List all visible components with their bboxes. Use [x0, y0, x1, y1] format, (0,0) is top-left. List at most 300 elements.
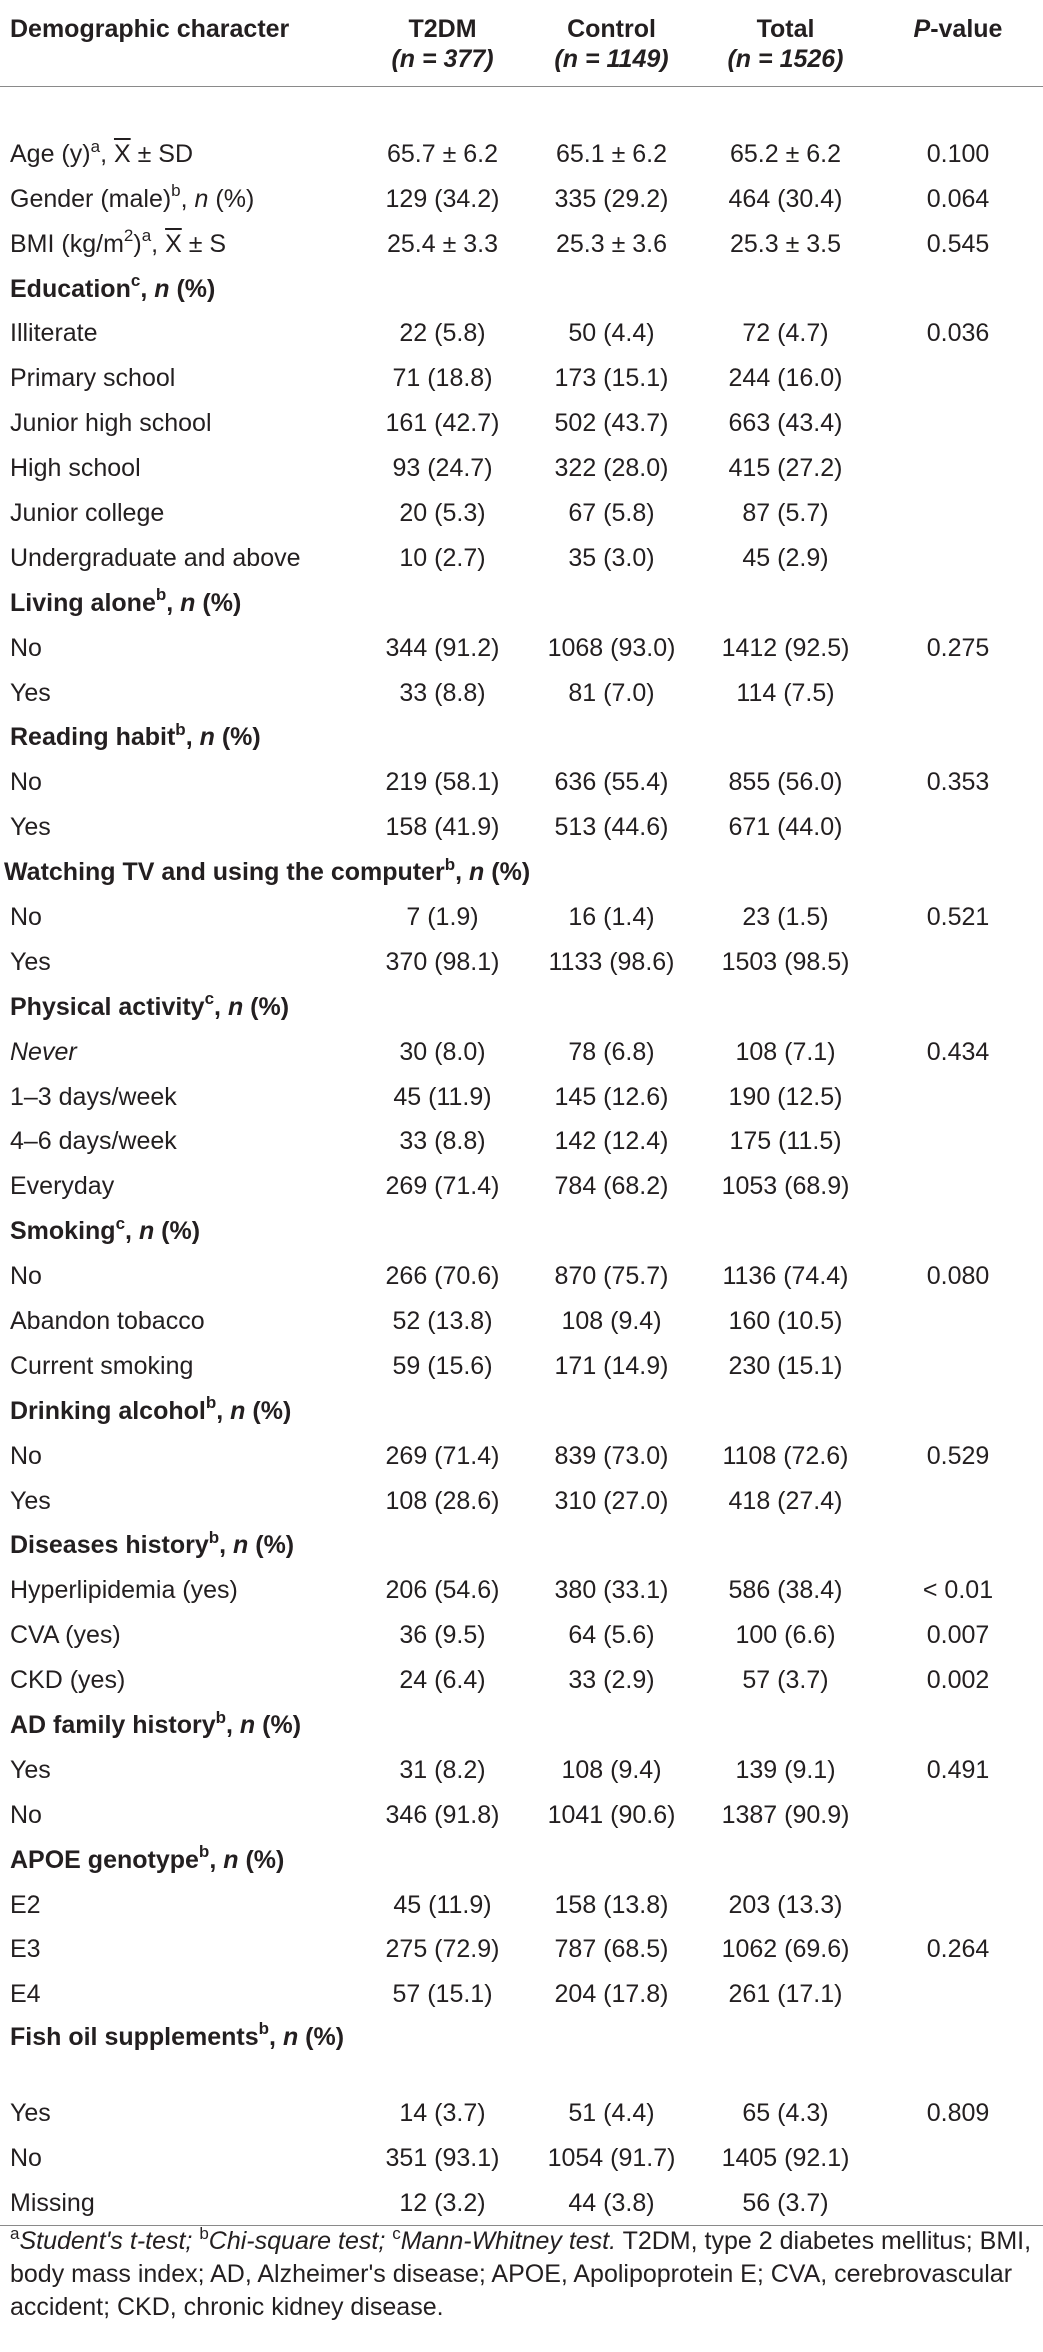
row-label-suffix: , n (%)	[180, 184, 255, 213]
table-row	[0, 1074, 1043, 1119]
cell-t2dm: 25.4 ± 3.3	[386, 229, 499, 258]
header-total-name: Total	[756, 15, 815, 43]
section-row	[0, 266, 1043, 311]
footnote-marker: b	[155, 585, 167, 605]
cell-t2dm: 275 (72.9)	[385, 1935, 500, 1964]
row-label-suffix: , n (%)	[166, 588, 242, 617]
cell-p-value: 0.100	[926, 139, 990, 168]
cell-p-value	[873, 1792, 1043, 1837]
table-row	[0, 760, 1043, 805]
row-label-text: Junior high school	[10, 409, 212, 438]
cell-p-value: 0.064	[926, 184, 990, 213]
footnote-abbreviations: T2DM, type 2 diabetes mellitus; BMI, body mass index; AD, Alzheimer's disease; APOE, Apolipoprotein E; CVA, cerebrovascular accident; CKD, chronic kidney disease.	[10, 2227, 1032, 2321]
row-label-text: Illiterate	[10, 319, 98, 348]
header-control-n: (n = 1149)	[554, 45, 669, 73]
cell-t2dm: 33 (8.8)	[399, 678, 486, 707]
cell-p-value	[873, 1119, 1043, 1164]
cell-t2dm: 351 (93.1)	[385, 2144, 500, 2173]
cell-p-value: 0.491	[926, 1755, 990, 1784]
cell-control: 25.3 ± 3.6	[555, 229, 668, 258]
cell-p-value	[873, 1478, 1043, 1523]
cell-control: 173 (15.1)	[554, 364, 669, 393]
cell-t2dm: 219 (58.1)	[385, 768, 500, 797]
row-label	[0, 1433, 360, 1478]
footnote-marker: b	[258, 2019, 270, 2039]
header-t2dm-n: (n = 377)	[391, 45, 494, 73]
header-total	[698, 0, 873, 87]
row-label-text: Fish oil supplements	[10, 2022, 259, 2051]
cell-p-value: 0.036	[926, 319, 990, 348]
header-total-n: (n = 1526)	[727, 45, 844, 73]
cell-t2dm: 45 (11.9)	[393, 1890, 492, 1919]
row-label	[0, 895, 360, 940]
row-label-text: Diseases history	[10, 1531, 209, 1560]
row-label-text: No	[10, 768, 42, 797]
cell-control: 1068 (93.0)	[547, 633, 676, 662]
cell-total: 139 (9.1)	[735, 1755, 836, 1784]
row-label-text: Reading habit	[10, 723, 176, 752]
row-label-text: 4–6 days/week	[10, 1127, 177, 1156]
section-label	[0, 580, 1043, 625]
cell-total: 108 (7.1)	[735, 1037, 836, 1066]
cell-control: 784 (68.2)	[554, 1172, 669, 1201]
row-label	[0, 805, 360, 850]
footnote-marker: b	[171, 181, 181, 201]
cell-t2dm: 31 (8.2)	[399, 1755, 486, 1784]
row-label-suffix: , n (%)	[226, 1711, 302, 1739]
cell-control: 158 (13.8)	[554, 1890, 669, 1919]
table-row	[0, 670, 1043, 715]
cell-p-value	[873, 1164, 1043, 1209]
table-row	[0, 221, 1043, 266]
row-label-text: Yes	[10, 1755, 51, 1784]
header-control	[525, 0, 698, 87]
row-label-text: 1–3 days/week	[10, 1082, 177, 1111]
cell-control: 1041 (90.6)	[547, 1800, 676, 1829]
table-row	[0, 1029, 1043, 1074]
cell-t2dm: 370 (98.1)	[385, 947, 500, 976]
table-row	[0, 176, 1043, 221]
cell-control: 145 (12.6)	[554, 1082, 669, 1111]
row-label-text: No	[10, 1800, 42, 1829]
cell-total: 261 (17.1)	[728, 1980, 843, 2009]
footnote-a-text: Student's t-test;	[19, 2227, 200, 2255]
table-row	[0, 491, 1043, 536]
table-row	[0, 1343, 1043, 1388]
cell-total: 418 (27.4)	[728, 1486, 843, 1515]
header-control-name: Control	[567, 15, 656, 43]
header-demographic-character: Demographic character	[0, 0, 360, 87]
row-label-text: AD family history	[10, 1711, 216, 1739]
cell-control: 65.1 ± 6.2	[555, 139, 668, 168]
row-label	[0, 760, 360, 805]
row-label	[0, 311, 360, 356]
table-footnote	[10, 2225, 1035, 2324]
row-label	[0, 1568, 360, 1613]
cell-total: 65.2 ± 6.2	[729, 139, 842, 168]
footnote-marker: b	[444, 854, 456, 874]
row-label-text: Drinking alcohol	[10, 1396, 206, 1425]
cell-total: 72 (4.7)	[742, 319, 829, 348]
cell-t2dm: 14 (3.7)	[399, 2099, 486, 2128]
cell-t2dm: 52 (13.8)	[392, 1306, 493, 1335]
cell-t2dm: 346 (91.8)	[385, 1800, 500, 1829]
row-label	[0, 1972, 360, 2017]
section-label	[0, 984, 1043, 1029]
row-label-text: No	[10, 902, 42, 931]
cell-t2dm: 20 (5.3)	[399, 498, 486, 527]
row-label	[0, 1119, 360, 1164]
footnote-mark-b: b	[199, 2223, 209, 2243]
row-label-text: E2	[10, 1890, 41, 1919]
table-row	[0, 1882, 1043, 1927]
cell-control: 513 (44.6)	[554, 813, 669, 842]
table-row	[0, 1119, 1043, 1164]
table-row	[0, 311, 1043, 356]
cell-total: 114 (7.5)	[736, 678, 835, 707]
row-label	[0, 2091, 360, 2136]
table-row	[0, 1568, 1043, 1613]
cell-control: 64 (5.6)	[568, 1621, 655, 1650]
cell-p-value: 0.353	[926, 768, 990, 797]
table-row	[0, 625, 1043, 670]
table-row	[0, 1478, 1043, 1523]
row-label-text: Gender (male)	[10, 184, 172, 213]
row-label-suffix: , n (%)	[140, 274, 216, 303]
cell-p-value	[873, 1074, 1043, 1119]
cell-total: 464 (30.4)	[728, 184, 843, 213]
row-label-text: Yes	[10, 678, 51, 707]
cell-p-value	[873, 1299, 1043, 1344]
footnote-c-text: Mann-Whitney test.	[400, 2227, 617, 2255]
row-label	[0, 1074, 360, 1119]
cell-control: 171 (14.9)	[554, 1351, 669, 1380]
row-label	[0, 1343, 360, 1388]
section-row	[0, 1209, 1043, 1254]
row-label	[0, 176, 360, 221]
header-p-value: P-value	[873, 0, 1043, 87]
row-label-suffix: , n (%)	[269, 2022, 345, 2051]
row-label-suffix: , n (%)	[125, 1217, 201, 1246]
cell-control: 380 (33.1)	[554, 1576, 669, 1605]
cell-p-value	[873, 939, 1043, 984]
cell-p-value	[873, 2136, 1043, 2181]
footnote-marker: a	[90, 136, 101, 156]
cell-t2dm: 344 (91.2)	[385, 633, 500, 662]
row-label	[0, 356, 360, 401]
footnote-marker: b	[208, 1528, 220, 1548]
cell-control: 839 (73.0)	[554, 1441, 669, 1470]
cell-p-value: 0.434	[926, 1037, 990, 1066]
cell-total: 45 (2.9)	[742, 543, 829, 572]
table-row	[0, 131, 1043, 176]
row-label	[0, 446, 360, 491]
row-label-text: Abandon tobacco	[10, 1306, 205, 1335]
cell-control: 787 (68.5)	[554, 1935, 669, 1964]
footnote-marker: c	[115, 1213, 126, 1233]
header-spacer	[0, 87, 1043, 132]
table-row	[0, 1613, 1043, 1658]
cell-control: 1054 (91.7)	[547, 2144, 676, 2173]
row-label-text: E4	[10, 1980, 41, 2009]
table-row	[0, 2181, 1043, 2226]
row-label-text: Everyday	[10, 1172, 115, 1201]
section-row	[0, 1703, 1043, 1748]
section-row	[0, 1388, 1043, 1433]
cell-control: 1133 (98.6)	[548, 947, 675, 976]
row-label-suffix: , n (%)	[209, 1845, 285, 1874]
cell-control: 322 (28.0)	[554, 454, 669, 483]
cell-t2dm: 57 (15.1)	[392, 1980, 493, 2009]
section-label	[0, 1209, 1043, 1254]
cell-control: 67 (5.8)	[568, 498, 655, 527]
cell-control: 108 (9.4)	[561, 1306, 662, 1335]
cell-t2dm: 10 (2.7)	[399, 543, 486, 572]
row-label-text: Undergraduate and above	[10, 543, 301, 572]
row-label-text: APOE genotype	[10, 1845, 199, 1874]
footnote-marker: c	[130, 271, 141, 291]
table-row	[0, 1658, 1043, 1703]
cell-p-value: 0.007	[926, 1621, 990, 1650]
row-label-suffix: , n (%)	[455, 858, 531, 887]
cell-control: 108 (9.4)	[561, 1755, 662, 1784]
cell-total: 415 (27.2)	[728, 454, 843, 483]
cell-control: 335 (29.2)	[554, 184, 669, 213]
cell-control: 204 (17.8)	[554, 1980, 669, 2009]
table-row	[0, 1433, 1043, 1478]
cell-t2dm: 108 (28.6)	[385, 1486, 500, 1515]
cell-t2dm: 45 (11.9)	[393, 1082, 492, 1111]
row-label	[0, 670, 360, 715]
row-label	[0, 1747, 360, 1792]
row-label	[0, 1478, 360, 1523]
section-row	[0, 2017, 1043, 2091]
section-row	[0, 715, 1043, 760]
row-label	[0, 221, 360, 266]
cell-p-value: 0.002	[926, 1666, 990, 1695]
cell-control: 33 (2.9)	[568, 1666, 655, 1695]
cell-total: 1136 (74.4)	[722, 1262, 849, 1291]
row-label-text: E3	[10, 1935, 41, 1964]
section-label	[0, 1388, 1043, 1433]
cell-total: 671 (44.0)	[728, 813, 843, 842]
cell-p-value	[873, 401, 1043, 446]
table-header	[0, 0, 1043, 87]
table-row	[0, 446, 1043, 491]
row-label	[0, 535, 360, 580]
cell-p-value	[873, 670, 1043, 715]
row-label-text: Missing	[10, 2188, 95, 2217]
cell-t2dm: 22 (5.8)	[399, 319, 486, 348]
row-label	[0, 1658, 360, 1703]
table-row	[0, 1747, 1043, 1792]
cell-total: 586 (38.4)	[728, 1576, 843, 1605]
cell-total: 100 (6.6)	[735, 1621, 836, 1650]
cell-total: 1503 (98.5)	[721, 947, 850, 976]
section-label	[0, 1703, 1043, 1748]
row-label-text: BMI $(kg/m^2)$	[10, 226, 142, 258]
cell-p-value	[873, 805, 1043, 850]
table-row	[0, 805, 1043, 850]
row-label-text: Yes	[10, 2099, 51, 2128]
table-row	[0, 1927, 1043, 1972]
table-row	[0, 401, 1043, 446]
cell-p-value	[873, 1882, 1043, 1927]
row-label-text: No	[10, 2144, 42, 2173]
cell-control: 50 (4.4)	[568, 319, 655, 348]
row-label-text: Primary school	[10, 364, 176, 393]
cell-control: 502 (43.7)	[554, 409, 669, 438]
table-row	[0, 1792, 1043, 1837]
cell-p-value: < 0.01	[922, 1576, 994, 1605]
table-row	[0, 895, 1043, 940]
footnote-marker: b	[198, 1842, 210, 1862]
table-row	[0, 356, 1043, 401]
row-label	[0, 1613, 360, 1658]
cell-total: 57 (3.7)	[742, 1666, 829, 1695]
table-row	[0, 1164, 1043, 1209]
cell-p-value	[873, 1343, 1043, 1388]
row-label	[0, 401, 360, 446]
row-label	[0, 2136, 360, 2181]
row-label	[0, 1299, 360, 1344]
row-label	[0, 491, 360, 536]
cell-p-value: 0.080	[926, 1262, 990, 1291]
cell-total: 175 (11.5)	[729, 1127, 842, 1156]
cell-total: 663 (43.4)	[728, 409, 843, 438]
cell-p-value: 0.521	[926, 902, 990, 931]
cell-p-value: 0.529	[926, 1441, 990, 1470]
row-label-text: No	[10, 1441, 42, 1470]
cell-total: 23 (1.5)	[742, 902, 829, 931]
cell-control: 142 (12.4)	[554, 1127, 669, 1156]
footnote-marker: c	[204, 989, 215, 1009]
row-label	[0, 131, 360, 176]
cell-t2dm: 33 (8.8)	[399, 1127, 486, 1156]
section-label	[0, 1523, 1043, 1568]
cell-t2dm: 59 (15.6)	[392, 1351, 493, 1380]
cell-total: 87 (5.7)	[742, 498, 829, 527]
cell-t2dm: 129 (34.2)	[385, 184, 500, 213]
cell-control: 51 (4.4)	[568, 2099, 655, 2128]
cell-p-value	[873, 356, 1043, 401]
cell-t2dm: 269 (71.4)	[385, 1441, 500, 1470]
cell-p-value	[873, 1972, 1043, 2017]
cell-p-value	[873, 446, 1043, 491]
cell-control: 16 (1.4)	[568, 902, 655, 931]
cell-t2dm: 206 (54.6)	[385, 1576, 500, 1605]
row-label-text: Never	[10, 1037, 77, 1066]
cell-t2dm: 269 (71.4)	[385, 1172, 500, 1201]
row-label	[0, 1792, 360, 1837]
row-label-text: CVA (yes)	[10, 1621, 121, 1650]
row-label	[0, 939, 360, 984]
cell-total: 160 (10.5)	[728, 1306, 843, 1335]
cell-p-value: 0.545	[926, 229, 990, 258]
row-label-suffix: , $\overline{X} \pm S$	[151, 229, 227, 258]
section-label	[0, 266, 1043, 311]
cell-total: 25.3 ± 3.5	[729, 229, 842, 258]
cell-t2dm: 158 (41.9)	[385, 813, 500, 842]
cell-p-value: 0.809	[926, 2099, 990, 2128]
section-label	[0, 1837, 1043, 1882]
cell-total: 855 (56.0)	[728, 768, 843, 797]
cell-control: 870 (75.7)	[554, 1262, 669, 1291]
cell-total: 1053 (68.9)	[721, 1172, 850, 1201]
footnote-marker: b	[205, 1393, 217, 1413]
cell-total: 1108 (72.6)	[722, 1441, 849, 1470]
section-row	[0, 850, 1043, 895]
row-label-text: Living alone	[10, 588, 156, 617]
row-label-text: Yes	[10, 1486, 51, 1515]
cell-t2dm: 12 (3.2)	[360, 2181, 525, 2226]
cell-total: 230 (15.1)	[728, 1351, 843, 1380]
cell-t2dm: 65.7 ± 6.2	[386, 139, 499, 168]
row-label-text: Current smoking	[10, 1351, 194, 1380]
table-row	[0, 1972, 1043, 2017]
row-label	[0, 1254, 360, 1299]
footnote-mark-c: c	[392, 2223, 401, 2243]
cell-p-value	[873, 2181, 1043, 2226]
row-label-text: Watching TV and using the computer	[4, 858, 445, 887]
footnote-b-text: Chi-square test;	[208, 2227, 393, 2255]
row-label	[0, 1164, 360, 1209]
cell-control: 81 (7.0)	[568, 678, 655, 707]
cell-t2dm: 24 (6.4)	[399, 1666, 486, 1695]
row-label	[0, 1882, 360, 1927]
row-label-text: Hyperlipidemia (yes)	[10, 1576, 238, 1605]
cell-total: 244 (16.0)	[728, 364, 843, 393]
cell-t2dm: 36 (9.5)	[399, 1621, 486, 1650]
cell-control: 78 (6.8)	[568, 1037, 655, 1066]
row-label-suffix: , n (%)	[219, 1531, 295, 1560]
row-label-suffix: , n (%)	[185, 723, 261, 752]
row-label-suffix: , n (%)	[216, 1396, 292, 1425]
row-label-text: Yes	[10, 947, 51, 976]
row-label	[0, 625, 360, 670]
cell-total: 190 (12.5)	[728, 1082, 843, 1111]
header-t2dm	[360, 0, 525, 87]
cell-total: 1405 (92.1)	[721, 2144, 850, 2173]
section-label	[0, 715, 1043, 760]
cell-t2dm: 93 (24.7)	[392, 454, 493, 483]
footnote-marker: b	[215, 1707, 226, 1727]
cell-t2dm: 71 (18.8)	[392, 364, 493, 393]
cell-p-value: 0.275	[926, 633, 990, 662]
cell-control: 44 (3.8)	[525, 2181, 698, 2226]
cell-total: 65 (4.3)	[742, 2099, 829, 2128]
cell-t2dm: 7 (1.9)	[406, 902, 479, 931]
cell-total: 1387 (90.9)	[721, 1800, 850, 1829]
cell-p-value: 0.264	[926, 1935, 990, 1964]
table-row	[0, 2136, 1043, 2181]
footnote-marker: b	[175, 720, 186, 740]
row-label-text: High school	[10, 454, 141, 483]
row-label	[0, 2181, 360, 2226]
row-label-text: Smoking	[10, 1217, 116, 1246]
row-label-suffix: , $\overline{X}$ ± SD	[100, 139, 193, 168]
section-row	[0, 1837, 1043, 1882]
row-label-text: Physical activity	[10, 992, 205, 1021]
row-label	[0, 1927, 360, 1972]
cell-t2dm: 30 (8.0)	[399, 1037, 486, 1066]
row-label-text: Yes	[10, 813, 51, 842]
table-row	[0, 1254, 1043, 1299]
cell-total: 56 (3.7)	[698, 2181, 873, 2226]
header-t2dm-name: T2DM	[408, 15, 477, 43]
cell-total: 1062 (69.6)	[721, 1935, 850, 1964]
row-label-text: Education	[10, 274, 131, 303]
